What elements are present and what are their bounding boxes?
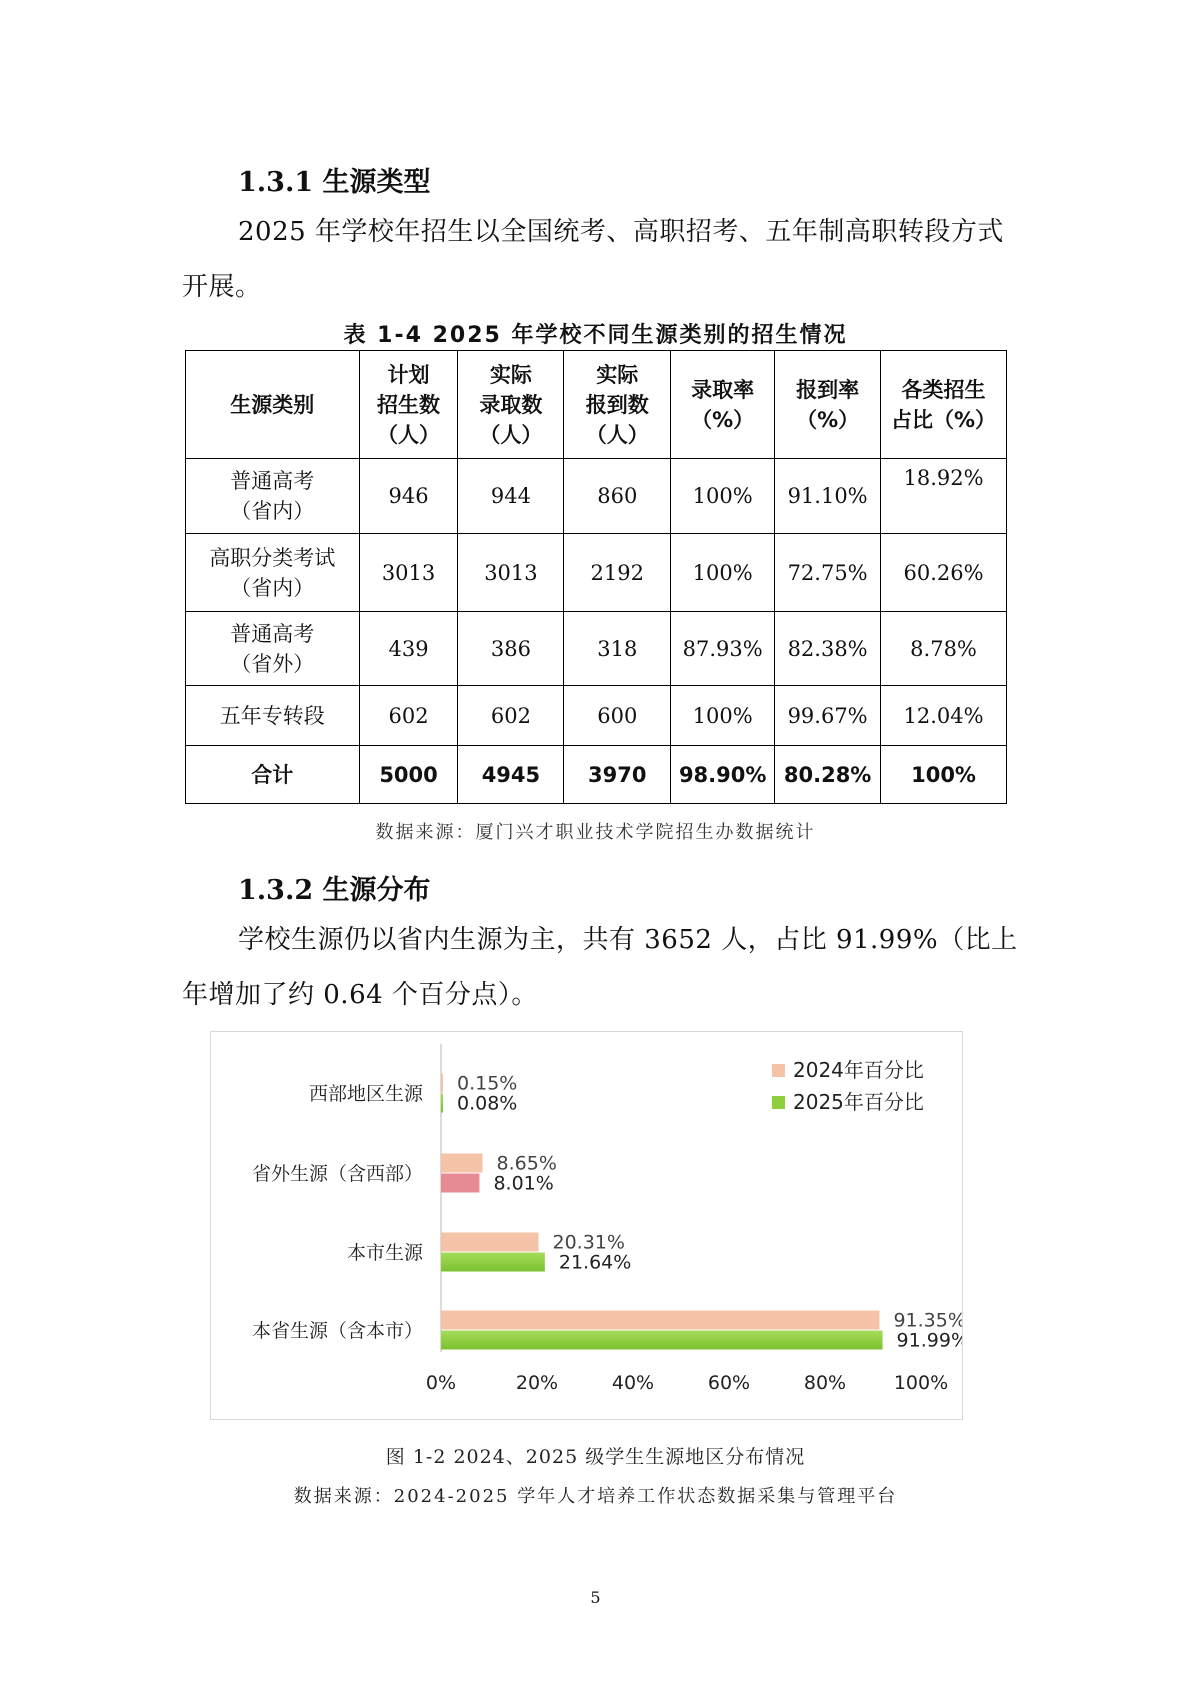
x-tick-label: 0% bbox=[425, 1372, 457, 1394]
section-heading-1-3-2: 1.3.2 生源分布 bbox=[238, 875, 431, 906]
cell-share: 18.92% bbox=[881, 459, 1007, 534]
table-row bbox=[186, 459, 1007, 534]
cell-category: 高职分类考试 （省内） bbox=[186, 534, 360, 612]
bar-2025 bbox=[441, 1253, 545, 1272]
data-label: 8.65% bbox=[496, 1152, 557, 1175]
cell-admission-rate: 100% bbox=[671, 459, 775, 534]
cell-report-rate: 91.10% bbox=[775, 459, 881, 534]
cell-category: 普通高考 （省外） bbox=[186, 612, 360, 686]
cell-admitted: 602 bbox=[458, 686, 564, 746]
data-label: 0.08% bbox=[457, 1092, 518, 1115]
cell-report-rate: 82.38% bbox=[775, 612, 881, 686]
cell-share: 12.04% bbox=[881, 686, 1007, 746]
data-label: 8.01% bbox=[493, 1172, 554, 1195]
bar-chart bbox=[211, 1032, 962, 1419]
figure-caption: 图 1-2 2024、2025 级学生生源地区分布情况 bbox=[385, 1446, 806, 1468]
x-tick-label: 20% bbox=[515, 1372, 559, 1394]
cell-plan: 439 bbox=[359, 612, 458, 686]
cell-share: 100% bbox=[881, 746, 1007, 804]
cell-share: 8.78% bbox=[881, 612, 1007, 686]
cell-reported: 600 bbox=[564, 686, 671, 746]
table-row bbox=[186, 686, 1007, 746]
cell-admitted: 386 bbox=[458, 612, 564, 686]
bar-2025 bbox=[441, 1094, 443, 1113]
cell-plan: 602 bbox=[359, 686, 458, 746]
category-label: 西部地区生源 bbox=[308, 1083, 423, 1105]
cell-admission-rate: 98.90% bbox=[671, 746, 775, 804]
table-row bbox=[186, 612, 1007, 686]
cell-reported: 860 bbox=[564, 459, 671, 534]
legend-label: 2025年百分比 bbox=[793, 1090, 924, 1114]
cell-reported: 3970 bbox=[564, 746, 671, 804]
data-label: 0.15% bbox=[457, 1072, 518, 1095]
cell-plan: 946 bbox=[359, 459, 458, 534]
bar-2025 bbox=[441, 1331, 883, 1350]
data-label: 21.64% bbox=[558, 1251, 632, 1274]
category-label: 本市生源 bbox=[346, 1242, 423, 1264]
cell-report-rate: 72.75% bbox=[775, 534, 881, 612]
cell-reported: 2192 bbox=[564, 534, 671, 612]
legend-swatch bbox=[772, 1096, 785, 1109]
header-admission-rate: 录取率 （%） bbox=[671, 351, 775, 459]
chart-container bbox=[210, 1031, 963, 1420]
cell-report-rate: 99.67% bbox=[775, 686, 881, 746]
figure-source: 数据来源：2024-2025 学年人才培养工作状态数据采集与管理平台 bbox=[293, 1486, 898, 1507]
legend-swatch bbox=[772, 1064, 785, 1077]
cell-report-rate: 80.28% bbox=[775, 746, 881, 804]
cell-plan: 3013 bbox=[359, 534, 458, 612]
cell-admission-rate: 100% bbox=[671, 686, 775, 746]
cell-admitted: 4945 bbox=[458, 746, 564, 804]
cell-admission-rate: 100% bbox=[671, 534, 775, 612]
section-paragraph-1 bbox=[182, 205, 1022, 315]
data-label: 91.99% bbox=[896, 1329, 962, 1352]
data-label: 20.31% bbox=[552, 1231, 625, 1254]
cell-admitted: 944 bbox=[458, 459, 564, 534]
cell-reported: 318 bbox=[564, 612, 671, 686]
table-row bbox=[186, 534, 1007, 612]
table-caption: 表 1-4 2025 年学校不同生源类别的招生情况 bbox=[343, 323, 848, 348]
page-number: 5 bbox=[590, 1588, 601, 1607]
header-plan: 计划 招生数 （人） bbox=[359, 351, 458, 459]
header-reported: 实际 报到数 （人） bbox=[564, 351, 671, 459]
bar-2025 bbox=[441, 1174, 479, 1193]
enrollment-table bbox=[185, 350, 1007, 804]
section-heading-1-3-1: 1.3.1 生源类型 bbox=[238, 167, 431, 198]
header-admitted: 实际 录取数 （人） bbox=[458, 351, 564, 459]
x-tick-label: 60% bbox=[707, 1372, 751, 1394]
table-source: 数据来源：厦门兴才职业技术学院招生办数据统计 bbox=[375, 822, 816, 843]
cell-admission-rate: 87.93% bbox=[671, 612, 775, 686]
cell-category: 五年专转段 bbox=[186, 686, 360, 746]
header-share: 各类招生 占比（%） bbox=[881, 351, 1007, 459]
paragraph-text: 2025 年学校年招生以全国统考、高职招考、五年制高职转段方式开展。 bbox=[182, 217, 1004, 302]
data-label: 91.35% bbox=[893, 1309, 962, 1332]
header-category: 生源类别 bbox=[186, 351, 360, 459]
cell-admitted: 3013 bbox=[458, 534, 564, 612]
x-tick-label: 40% bbox=[611, 1372, 655, 1394]
category-label: 本省生源（含本市） bbox=[251, 1320, 423, 1342]
cell-plan: 5000 bbox=[359, 746, 458, 804]
x-tick-label: 80% bbox=[803, 1372, 847, 1394]
category-label: 省外生源（含西部） bbox=[251, 1163, 423, 1185]
section-paragraph-2 bbox=[182, 913, 1022, 1023]
bar-2024 bbox=[441, 1074, 443, 1093]
bar-2024 bbox=[441, 1311, 879, 1330]
cell-share: 60.26% bbox=[881, 534, 1007, 612]
cell-category: 合计 bbox=[186, 746, 360, 804]
table-header-row bbox=[186, 351, 1007, 459]
header-report-rate: 报到率 （%） bbox=[775, 351, 881, 459]
table-total-row bbox=[186, 746, 1007, 804]
cell-category: 普通高考 （省内） bbox=[186, 459, 360, 534]
legend-label: 2024年百分比 bbox=[793, 1058, 924, 1082]
bar-2024 bbox=[441, 1233, 538, 1252]
x-tick-label: 100% bbox=[893, 1372, 949, 1394]
paragraph-text: 学校生源仍以省内生源为主，共有 3652 人，占比 91.99%（比上年增加了约 0.64 个百分点）。 bbox=[182, 925, 1018, 1010]
bar-2024 bbox=[441, 1154, 483, 1173]
